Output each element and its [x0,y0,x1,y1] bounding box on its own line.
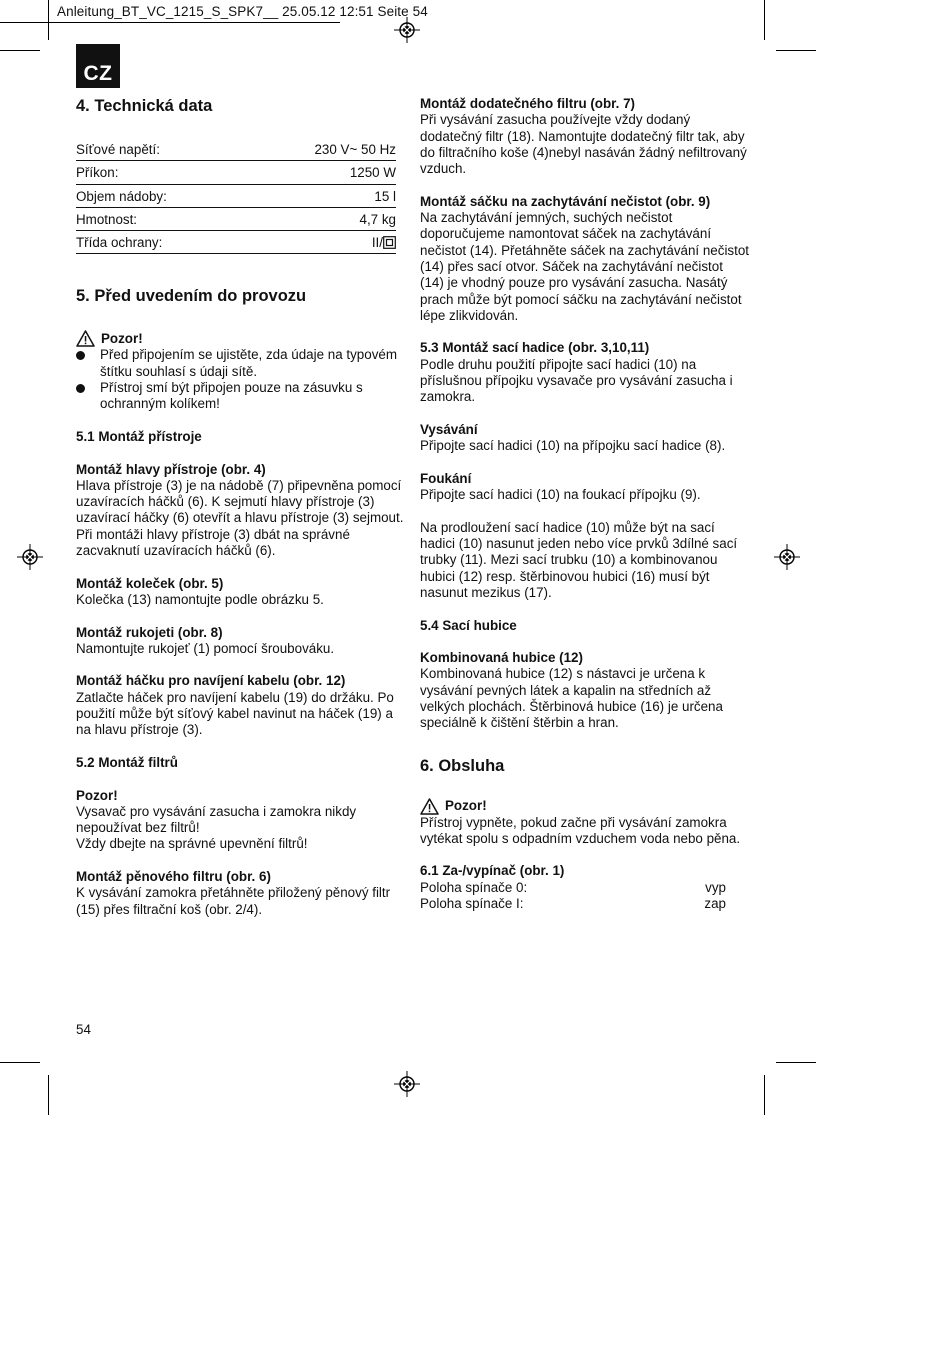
header-rule-left [0,22,340,23]
list-item: Před připojením se ujistěte, zda údaje na typovém štítku souhlasí s údaji sítě. [76,347,406,380]
switch-label: Poloha spínače 0: [420,879,528,895]
spec-value: 1250 W [245,161,396,184]
warning-triangle-icon [76,330,95,347]
tech-data-table [76,138,396,254]
head-mount-text: Hlava přístroje (3) je na nádobě (7) připevněna pomocí uzavíracích háčků (6). K sejmutí hlavy přístroje (3) uzavírací háčky (6) otevřít a hlavu přístroje (3) sejmout. Při montáži hlavy přístroje (3) dbát na správné zacvaknutí uzavíracích háčků (6). [76,477,404,559]
print-header: Anleitung_BT_VC_1215_S_SPK7__ 25.05.12 12:51 Seite 54 [57,4,428,19]
spec-value: II/ [371,235,383,251]
section-5-3-title: 5.3 Montáž sací hadice (obr. 3,10,11) [420,340,650,356]
combo-nozzle-text: Kombinovaná hubice (12) s nástavci je určena k vysávání pevných látek a kapalin na středních až velkých plochách. Štěrbinová hubice (16) je určena speciálně k čištění štěrbin a hran. [420,666,723,731]
section-5-2-title: 5.2 Montáž filtrů [76,754,178,770]
filters-text-2: Vždy dbejte na správné upevnění filtrů! [76,836,308,852]
section-5-4-title: 5.4 Sací hubice [420,617,517,633]
cable-hook-text: Zatlačte háček pro navíjení kabelu (19) do držáku. Po použití může být síťový kabel navinut na háček (19) a na hlavu přístroje (3). [76,689,394,738]
warning-label: Pozor! [445,797,487,813]
wheels-title: Montáž koleček (obr. 5) [76,575,224,591]
switch-row-on [420,896,726,912]
table-row [76,138,396,161]
warning-heading [76,330,406,347]
crop-mark-h-left-bottom [0,1062,40,1063]
vacuuming-text: Připojte sací hadici (10) na přípojku sací hadice (8). [420,438,726,454]
filters-warning-label: Pozor! [76,787,118,803]
section-5-title: 5. Před uvedením do provozu [76,287,307,306]
section-4-title: 4. Technická data [76,97,213,115]
left-column [76,96,406,918]
cable-hook-title: Montáž háčku pro navíjení kabelu (obr. 12) [76,673,346,689]
warning-list [76,347,406,412]
vacuuming-title: Vysávání [420,421,478,437]
warning-label: Pozor! [101,330,143,346]
dust-bag-text: Na zachytávání jemných, suchých nečistot doporučujeme namontovat sáček na zachytávání nečistot (14). Přetáhněte sáček na zachytávání nečistot (14) přes sací otvor. Sáček na zachytávání nečistot (14) je vhodný pouze pro vysávání zasucha. Nasátý prach může být pomocí sáčku na zachytávání nečistot lépe zlikvidován. [420,210,749,323]
crop-mark-v-left-bottom [48,1075,49,1115]
section-6-title: 6. Obsluha [420,756,505,775]
handle-title: Montáž rukojeti (obr. 8) [76,624,223,640]
table-row [76,184,396,207]
spec-value: 230 V~ 50 Hz [245,138,396,161]
hose-extension-text: Na prodloužení sací hadice (10) může být na sací hadici (10) nasunut jeden nebo více prvků 3dílné sací trubky (11). Mezi sací trubku (10) a kombinovanou hubici (12) resp. štěrbinovou hubici (16) musí být nasunut mezikus (17). [420,519,738,600]
blowing-text: Připojte sací hadici (10) na foukací přípojku (9). [420,487,701,503]
section-5-3-text: Podle druhu použití připojte sací hadici (10) na příslušnou přípojku vysavače pro vysávání zasucha i zamokra. [420,356,733,405]
switch-value: zap [704,896,726,912]
combo-nozzle-title: Kombinovaná hubice (12) [420,650,583,666]
language-badge: CZ [76,44,120,88]
page-number: 54 [76,1022,91,1037]
filters-text-1: Vysavač pro vysávání zasucha i zamokra nikdy nepoužívat bez filtrů! [76,803,357,836]
list-item: Přístroj smí být připojen pouze na zásuvku s ochranným kolíkem! [76,380,406,413]
section-6-text: Přístroj vypněte, pokud začne při vysávání zamokra vytékat spolu s odpadním vzduchem voda nebo pěna. [420,814,741,846]
crop-mark-v-right-bottom [764,1075,765,1115]
spec-value: 4,7 kg [245,207,396,230]
registration-mark-right [774,544,800,570]
protection-class-icon [383,236,396,249]
spec-value: 15 l [245,184,396,207]
spec-label: Třída ochrany: [76,231,245,254]
warning-triangle-icon [420,798,439,815]
table-row [76,207,396,230]
right-column [420,96,750,912]
crop-mark-v-left-top [48,0,49,40]
extra-filter-title: Montáž dodatečného filtru (obr. 7) [420,96,635,111]
registration-mark-bottom [394,1071,420,1097]
crop-mark-h-left-top [0,50,40,51]
spec-label: Síťové napětí: [76,138,245,161]
crop-mark-h-right-bottom [776,1062,816,1063]
extra-filter-text: Při vysávání zasucha používejte vždy dodaný dodatečný filtr (18). Namontujte dodatečný filtr tak, aby do filtračního koše (4)nebyl nasáván žádný nefiltrovaný vzduch. [420,112,747,177]
registration-mark-top [394,17,420,43]
switch-value: vyp [705,879,726,895]
wheels-text: Kolečka (13) namontujte podle obrázku 5. [76,591,324,607]
section-6-1-title: 6.1 Za-/vypínač (obr. 1) [420,863,565,879]
section-5-1-title: 5.1 Montáž přístroje [76,428,202,444]
switch-row-off [420,880,726,896]
blowing-title: Foukání [420,470,472,486]
foam-filter-title: Montáž pěnového filtru (obr. 6) [76,868,271,884]
switch-label: Poloha spínače I: [420,896,524,912]
foam-filter-text: K vysávání zamokra přetáhněte přiložený pěnový filtr (15) přes filtrační koš (obr. 2/4). [76,885,391,917]
spec-label: Hmotnost: [76,207,245,230]
crop-mark-h-right-top [776,50,816,51]
spec-value-cell [245,231,396,254]
warning-heading [420,798,750,815]
spec-label: Příkon: [76,161,245,184]
table-row [76,161,396,184]
head-mount-title: Montáž hlavy přístroje (obr. 4) [76,461,266,477]
table-row [76,231,396,254]
crop-mark-v-right-top [764,0,765,40]
spec-label: Objem nádoby: [76,184,245,207]
handle-text: Namontujte rukojeť (1) pomocí šroubováku. [76,640,335,656]
dust-bag-title: Montáž sáčku na zachytávání nečistot (obr. 9) [420,193,711,209]
registration-mark-left [17,544,43,570]
